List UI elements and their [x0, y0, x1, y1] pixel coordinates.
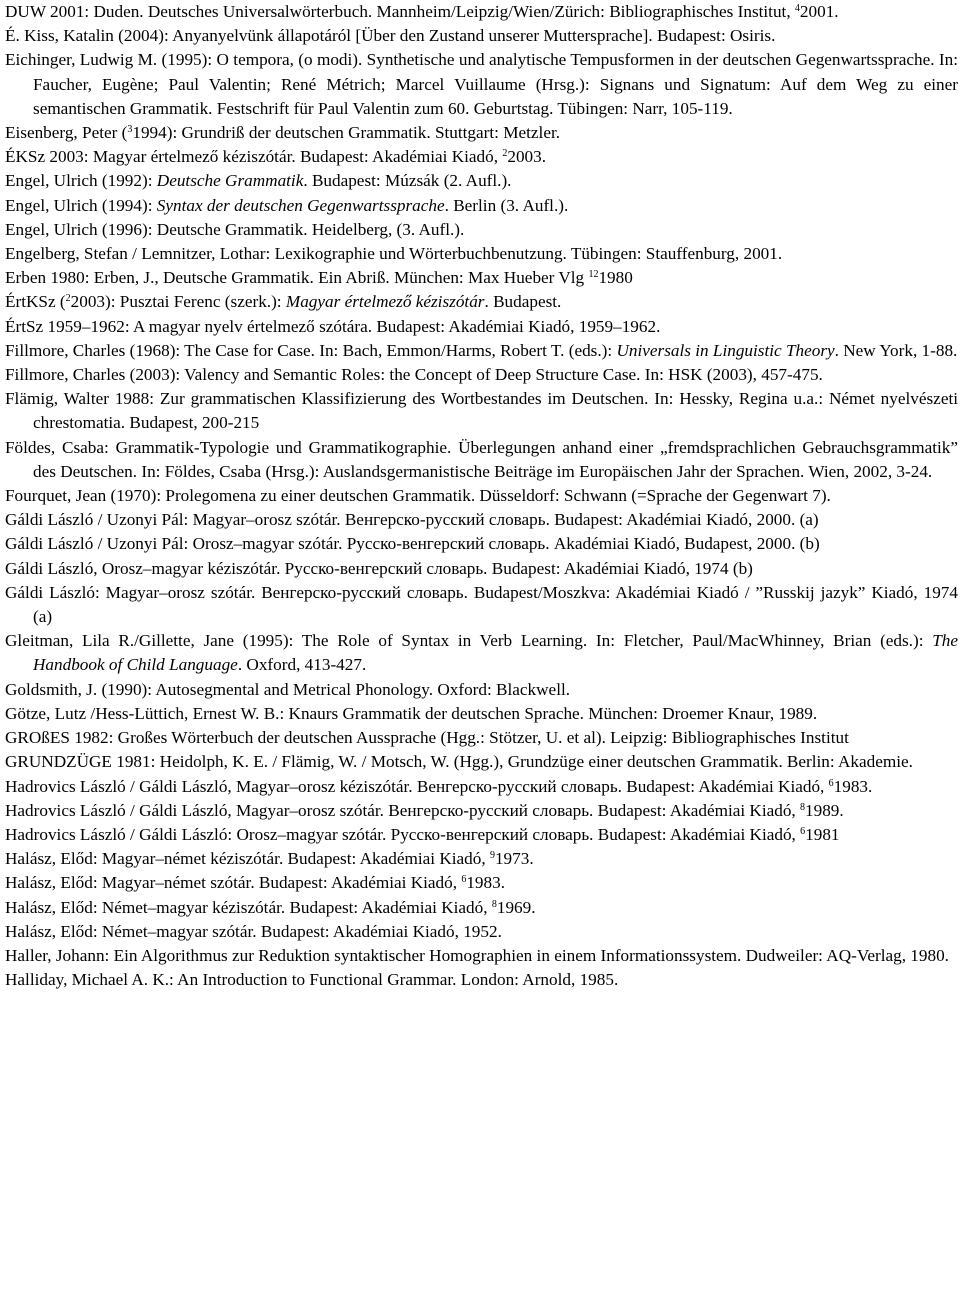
- reference-entry: [5, 339, 958, 363]
- reference-text: 1973.: [494, 849, 534, 869]
- reference-text: . Oxford, 413-427.: [237, 655, 367, 675]
- reference-text: Halász, Előd: Német–magyar kéziszótár. Budapest: Akadémiai Kiadó,: [5, 897, 492, 917]
- edition-superscript: 6: [461, 874, 467, 886]
- italic-title: Syntax der deutschen Gegenwartssprache: [156, 195, 445, 215]
- reference-text: 1980: [598, 268, 633, 288]
- reference-entry: [5, 847, 958, 871]
- reference-entry: [5, 194, 958, 218]
- reference-entry: [5, 48, 958, 121]
- reference-text: . Budapest: Múzsák (2. Aufl.).: [303, 171, 512, 191]
- reference-text: GRUNDZÜGE 1981: Heidolph, K. E. / Flämig, W. / Motsch, W. (Hgg.), Grundzüge einer deutschen Grammatik. Berlin: Akademie.: [5, 752, 913, 772]
- reference-text: Fillmore, Charles (2003): Valency and Semantic Roles: the Concept of Deep Structure Case. In: HSK (2003), 457-475.: [5, 365, 823, 385]
- reference-text: 2003.: [507, 147, 547, 167]
- edition-superscript: 12: [588, 269, 599, 281]
- edition-superscript: 3: [127, 124, 133, 136]
- reference-text: ÉrtSz 1959–1962: A magyar nyelv értelmező szótára. Budapest: Akadémiai Kiadó, 1959–1962.: [5, 316, 661, 336]
- edition-superscript: 9: [489, 850, 495, 862]
- reference-text: 1994): Grundriß der deutschen Grammatik. Stuttgart: Metzler.: [132, 123, 561, 143]
- reference-entry: [5, 484, 958, 508]
- reference-entry: [5, 920, 958, 944]
- reference-text: Fillmore, Charles (1968): The Case for Case. In: Bach, Emmon/Harms, Robert T. (eds.):: [5, 340, 617, 360]
- edition-superscript: 8: [491, 898, 497, 910]
- reference-text: Halliday, Michael A. K.: An Introduction to Functional Grammar. London: Arnold, 1985.: [5, 970, 619, 990]
- reference-entry: [5, 436, 958, 484]
- edition-superscript: 2: [65, 293, 71, 305]
- reference-text: Eichinger, Ludwig M. (1995): O tempora, (o modi). Synthetische und analytische Tempusformen in der deutschen Gegenwartssprache. In: Faucher, Eugène; Paul Valentin; René Métrich; Marcel Vuillaume (Hrsg.): Signans und Signatum: Auf dem Weg zu einer semantischen Grammatik. Festschrift für Paul Valentin zum 60. Geburtstag. Tübingen: Narr, 105-119.: [5, 50, 958, 118]
- reference-text: Gleitman, Lila R./Gillette, Jane (1995): The Role of Syntax in Verb Learning. In: Fletcher, Paul/MacWhinney, Brian (eds.):: [5, 631, 933, 651]
- reference-text: Gáldi László / Uzonyi Pál: Orosz–magyar szótár. Русско-венгерский словарь. Akadémiai Kiadó, Budapest, 2000. (b): [5, 534, 820, 554]
- reference-text: Engelberg, Stefan / Lemnitzer, Lothar: Lexikographie und Wörterbuchbenutzung. Tübingen: Stauffenburg, 2001.: [5, 244, 783, 264]
- reference-entry: [5, 121, 958, 145]
- reference-entry: [5, 242, 958, 266]
- reference-entry: [5, 726, 958, 750]
- reference-text: Engel, Ulrich (1996): Deutsche Grammatik. Heidelberg, (3. Aufl.).: [5, 219, 465, 239]
- reference-entry: [5, 24, 958, 48]
- edition-superscript: 8: [800, 801, 806, 813]
- reference-text: Hadrovics László / Gáldi László: Orosz–magyar szótár. Русско-венгерский словарь. Budapest: Akadémiai Kiadó,: [5, 824, 801, 844]
- reference-entry: [5, 799, 958, 823]
- italic-title: Magyar értelmező kéziszótár: [285, 292, 485, 312]
- reference-text: 1981: [805, 824, 840, 844]
- reference-entry: [5, 896, 958, 920]
- reference-text: Hadrovics László / Gáldi László, Magyar–orosz szótár. Венгерско-русский словарь. Budapest: Akadémiai Kiadó,: [5, 800, 801, 820]
- reference-entry: [5, 363, 958, 387]
- reference-text: 1983.: [833, 776, 873, 796]
- reference-text: ÉKSz 2003: Magyar értelmező kéziszótár. Budapest: Akadémiai Kiadó,: [5, 147, 503, 167]
- reference-entry: [5, 218, 958, 242]
- reference-text: Halász, Előd: Német–magyar szótár. Budapest: Akadémiai Kiadó, 1952.: [5, 921, 502, 941]
- reference-entry: [5, 678, 958, 702]
- reference-text: 1989.: [805, 800, 844, 820]
- bibliography-page: [5, 0, 958, 992]
- reference-text: . New York, 1-88.: [834, 340, 958, 360]
- reference-text: É. Kiss, Katalin (2004): Anyanyelvünk állapotáról [Über den Zustand unserer Muttersprache]. Budapest: Osiris.: [5, 26, 776, 46]
- edition-superscript: 6: [828, 777, 834, 789]
- reference-text: Erben 1980: Erben, J., Deutsche Grammatik. Ein Abriß. München: Max Hueber Vlg: [5, 268, 589, 288]
- reference-entry: [5, 145, 958, 169]
- reference-entry: [5, 557, 958, 581]
- reference-text: Engel, Ulrich (1994):: [5, 195, 157, 215]
- reference-entry: [5, 702, 958, 726]
- reference-entry: [5, 290, 958, 314]
- reference-text: 2001.: [799, 2, 839, 21]
- reference-entry: [5, 532, 958, 556]
- reference-entry: [5, 968, 958, 992]
- reference-text: DUW 2001: Duden. Deutsches Universalwörterbuch. Mannheim/Leipzig/Wien/Zürich: Bibliographisches Institut,: [5, 2, 795, 21]
- reference-text: Gáldi László: Magyar–orosz szótár. Венгерско-русский словарь. Budapest/Moszkva: Akadémiai Kiadó / ”Russkij jazyk” Kiadó, 1974 (a): [5, 582, 958, 627]
- reference-text: Eisenberg, Peter (: [5, 123, 128, 143]
- reference-entry: [5, 750, 958, 774]
- reference-entry: [5, 169, 958, 193]
- reference-text: Haller, Johann: Ein Algorithmus zur Reduktion syntaktischer Homographien in einem Informationssystem. Dudweiler: AQ-Verlag, 1980.: [5, 945, 949, 965]
- reference-text: . Budapest.: [484, 292, 562, 312]
- reference-entry: [5, 871, 958, 895]
- reference-text: ÉrtKSz (: [5, 292, 66, 312]
- reference-text: GROßES 1982: Großes Wörterbuch der deutschen Aussprache (Hgg.: Stötzer, U. et al). Leipzig: Bibliographisches Institut: [5, 728, 849, 748]
- reference-text: Halász, Előd: Magyar–német kéziszótár. Budapest: Akadémiai Kiadó,: [5, 849, 490, 869]
- italic-title: The Handbook of Child Language: [33, 631, 958, 675]
- reference-text: Götze, Lutz /Hess-Lüttich, Ernest W. B.: Knaurs Grammatik der deutschen Sprache. München: Droemer Knaur, 1989.: [5, 703, 818, 723]
- reference-text: Gáldi László / Uzonyi Pál: Magyar–orosz szótár. Венгерско-русский словарь. Budapest: Akadémiai Kiadó, 2000. (a): [5, 510, 819, 530]
- reference-text: 1969.: [496, 897, 536, 917]
- edition-superscript: 4: [794, 3, 800, 14]
- reference-text: 1983.: [466, 873, 505, 893]
- reference-entry: [5, 387, 958, 435]
- reference-entry: [5, 0, 958, 24]
- reference-text: Hadrovics László / Gáldi László, Magyar–orosz kéziszótár. Венгерско-русский словарь. Budapest: Akadémiai Kiadó,: [5, 776, 829, 796]
- reference-text: Földes, Csaba: Grammatik-Typologie und Grammatikographie. Überlegungen anhand einer „fremdsprachlichen Gebrauchsgrammatik” des Deutschen. In: Földes, Csaba (Hrsg.): Auslandsgermanistische Beiträge im Europäischen Jahr der Sprachen. Wien, 2002, 3-24.: [5, 437, 958, 481]
- reference-entry: [5, 581, 958, 629]
- reference-entry: [5, 823, 958, 847]
- reference-text: Halász, Előd: Magyar–német szótár. Budapest: Akadémiai Kiadó,: [5, 873, 462, 893]
- edition-superscript: 6: [800, 825, 806, 837]
- reference-entry: [5, 508, 958, 532]
- reference-entry: [5, 775, 958, 799]
- italic-title: Universals in Linguistic Theory: [616, 340, 835, 360]
- reference-text: Fourquet, Jean (1970): Prolegomena zu einer deutschen Grammatik. Düsseldorf: Schwann (=Sprache der Gegenwart 7).: [5, 486, 831, 506]
- italic-title: Deutsche Grammatik: [156, 171, 304, 191]
- reference-text: 2003): Pusztai Ferenc (szerk.):: [70, 292, 286, 312]
- reference-text: . Berlin (3. Aufl.).: [444, 195, 569, 215]
- reference-entry: [5, 944, 958, 968]
- reference-entry: [5, 266, 958, 290]
- reference-text: Gáldi László, Orosz–magyar kéziszótár. Русско-венгерский словарь. Budapest: Akadémiai Kiadó, 1974 (b): [5, 558, 753, 578]
- edition-superscript: 2: [502, 148, 508, 160]
- reference-entry: [5, 629, 958, 677]
- reference-entry: [5, 315, 958, 339]
- reference-text: Flämig, Walter 1988: Zur grammatischen Klassifizierung des Wortbestandes im Deutschen. In: Hessky, Regina u.a.: Német nyelvészeti chrestomatia. Budapest, 200-215: [5, 389, 958, 433]
- reference-text: Goldsmith, J. (1990): Autosegmental and Metrical Phonology. Oxford: Blackwell.: [5, 679, 571, 699]
- reference-text: Engel, Ulrich (1992):: [5, 171, 157, 191]
